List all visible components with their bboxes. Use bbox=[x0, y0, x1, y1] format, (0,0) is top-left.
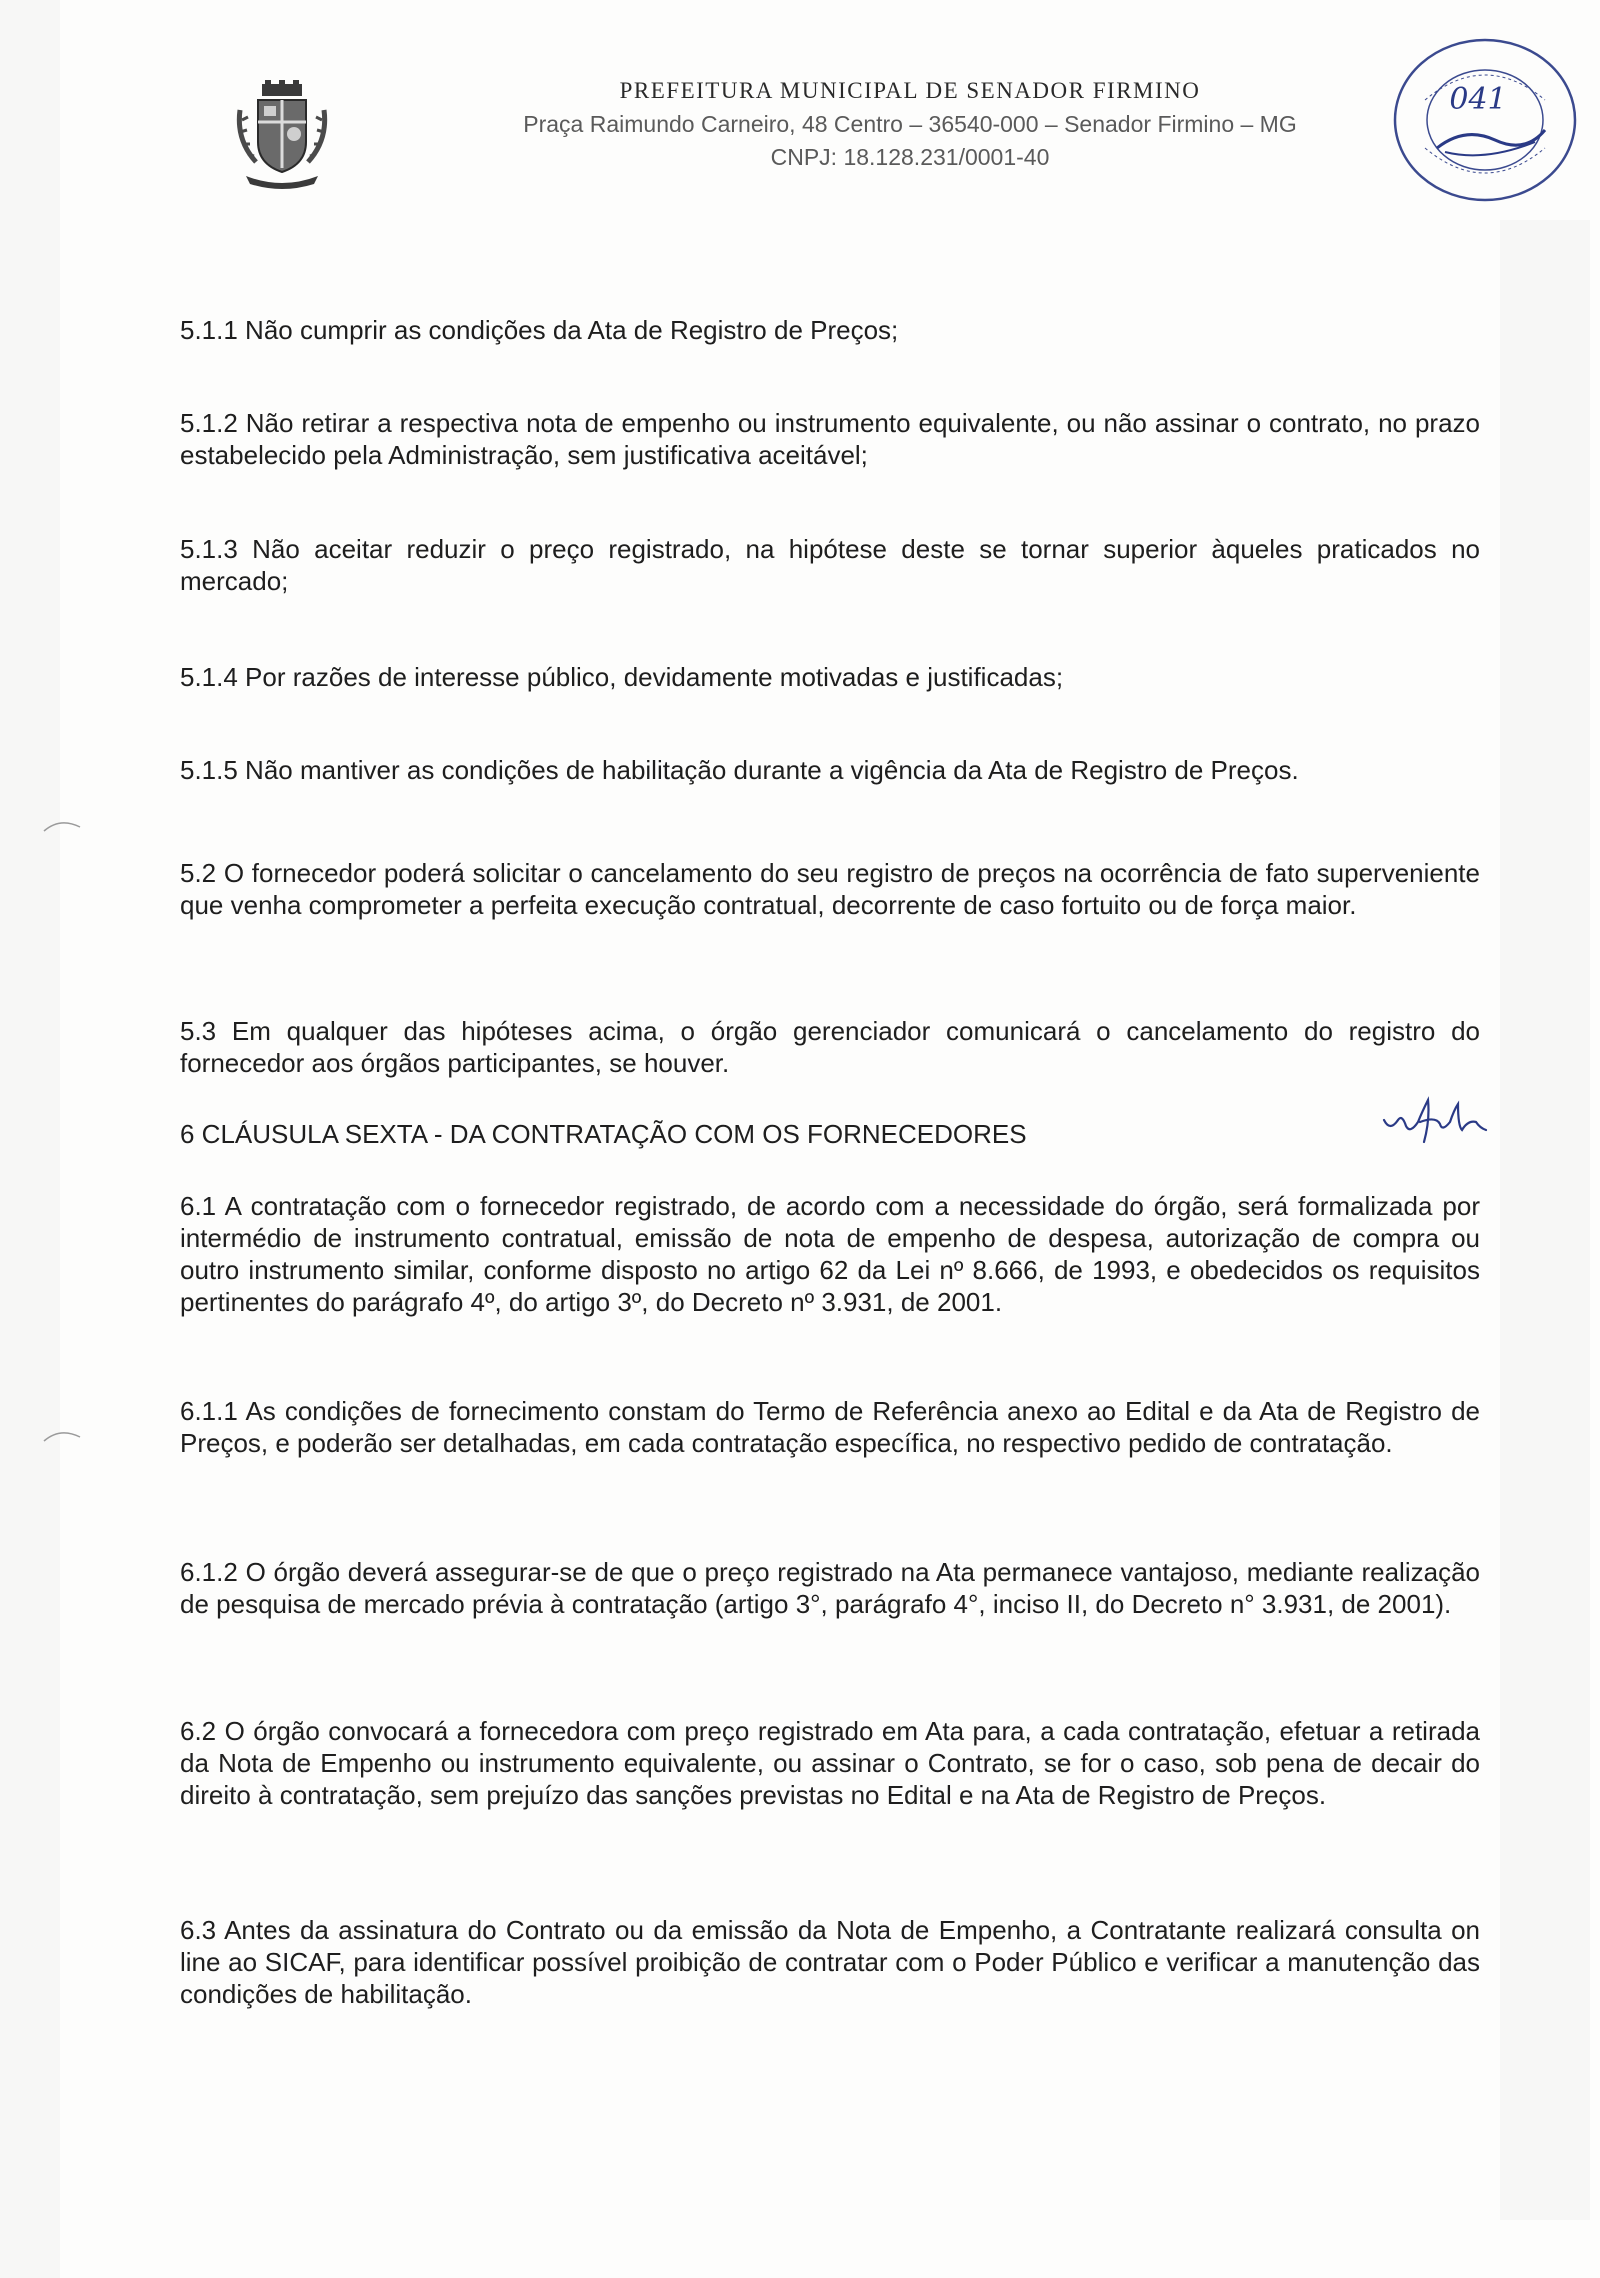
commission-seal-stamp bbox=[1385, 30, 1585, 210]
clause-6-2: 6.2 O órgão convocará a fornecedora com preço registrado em Ata para, a cada contratação, efetuar a retirada da Nota de Empenho ou instrumento equivalente, ou assinar o Contrato, se for o caso, sob pena de decair do direito à contratação, sem prejuízo das sanções previstas no Edital e na Ata de Registro de Preços. bbox=[180, 1716, 1480, 1810]
seal-page-number: 041 bbox=[1449, 82, 1507, 117]
show-through-shadow bbox=[1500, 220, 1590, 2220]
municipality-cnpj: CNPJ: 18.128.231/0001-40 bbox=[770, 144, 1050, 170]
coat-of-arms-icon bbox=[232, 80, 332, 192]
scan-mark bbox=[40, 815, 84, 835]
municipality-title: PREFEITURA MUNICIPAL DE SENADOR FIRMINO bbox=[619, 78, 1201, 103]
clause-6-1: 6.1 A contratação com o fornecedor registrado, de acordo com a necessidade do órgão, será formalizada por intermédio de instrumento contratual, emissão de nota de empenho de despesa, autorização de compra ou outro instrumento similar, conforme disposto no artigo 62 da Lei nº 8.666, de 1993, e obedecidos os requisitos pertinentes do parágrafo 4º, do artigo 3º, do Decreto nº 3.931, de 2001. bbox=[180, 1191, 1480, 1317]
show-through-shadow bbox=[0, 0, 60, 2278]
clause-6-1-2: 6.1.2 O órgão deverá assegurar-se de que o preço registrado na Ata permanece vantajoso, mediante realização de pesquisa de mercado prévia à contratação (artigo 3°, parágrafo 4°, inciso II, do Decreto n° 3.931, de 2001). bbox=[180, 1557, 1480, 1619]
scan-mark bbox=[40, 1425, 84, 1445]
municipality-address: Praça Raimundo Carneiro, 48 Centro – 36540-000 – Senador Firmino – MG bbox=[523, 111, 1297, 137]
clause-5-1-4: 5.1.4 Por razões de interesse público, devidamente motivadas e justificadas; bbox=[180, 662, 1064, 692]
clause-6-heading: 6 CLÁUSULA SEXTA - DA CONTRATAÇÃO COM OS FORNECEDORES bbox=[180, 1119, 1027, 1149]
clause-5-1-3: 5.1.3 Não aceitar reduzir o preço registrado, na hipótese deste se tornar superior àqueles praticados no mercado; bbox=[180, 534, 1480, 596]
clause-5-1-1: 5.1.1 Não cumprir as condições da Ata de Registro de Preços; bbox=[180, 315, 899, 345]
clause-6-3: 6.3 Antes da assinatura do Contrato ou da emissão da Nota de Empenho, a Contratante realizará consulta on line ao SICAF, para identificar possível proibição de contratar com o Poder Público e verificar a manutenção das condições de habilitação. bbox=[180, 1915, 1480, 2009]
clause-5-1-2: 5.1.2 Não retirar a respectiva nota de empenho ou instrumento equivalente, ou não assinar o contrato, no prazo estabelecido pela Administração, sem justificativa aceitável; bbox=[180, 408, 1480, 470]
handwritten-rubric-signature bbox=[1380, 1090, 1490, 1150]
clause-5-1-5: 5.1.5 Não mantiver as condições de habilitação durante a vigência da Ata de Registro de Preços. bbox=[180, 755, 1299, 785]
clause-5-2: 5.2 O fornecedor poderá solicitar o cancelamento do seu registro de preços na ocorrência de fato superveniente que venha comprometer a perfeita execução contratual, decorrente de caso fortuito ou de força maior. bbox=[180, 858, 1480, 920]
clause-5-3: 5.3 Em qualquer das hipóteses acima, o órgão gerenciador comunicará o cancelamento do registro do fornecedor aos órgãos participantes, se houver. bbox=[180, 1016, 1480, 1078]
clause-6-1-1: 6.1.1 As condições de fornecimento constam do Termo de Referência anexo ao Edital e da Ata de Registro de Preços, e poderão ser detalhadas, em cada contratação específica, no respectivo pedido de contratação. bbox=[180, 1396, 1480, 1458]
